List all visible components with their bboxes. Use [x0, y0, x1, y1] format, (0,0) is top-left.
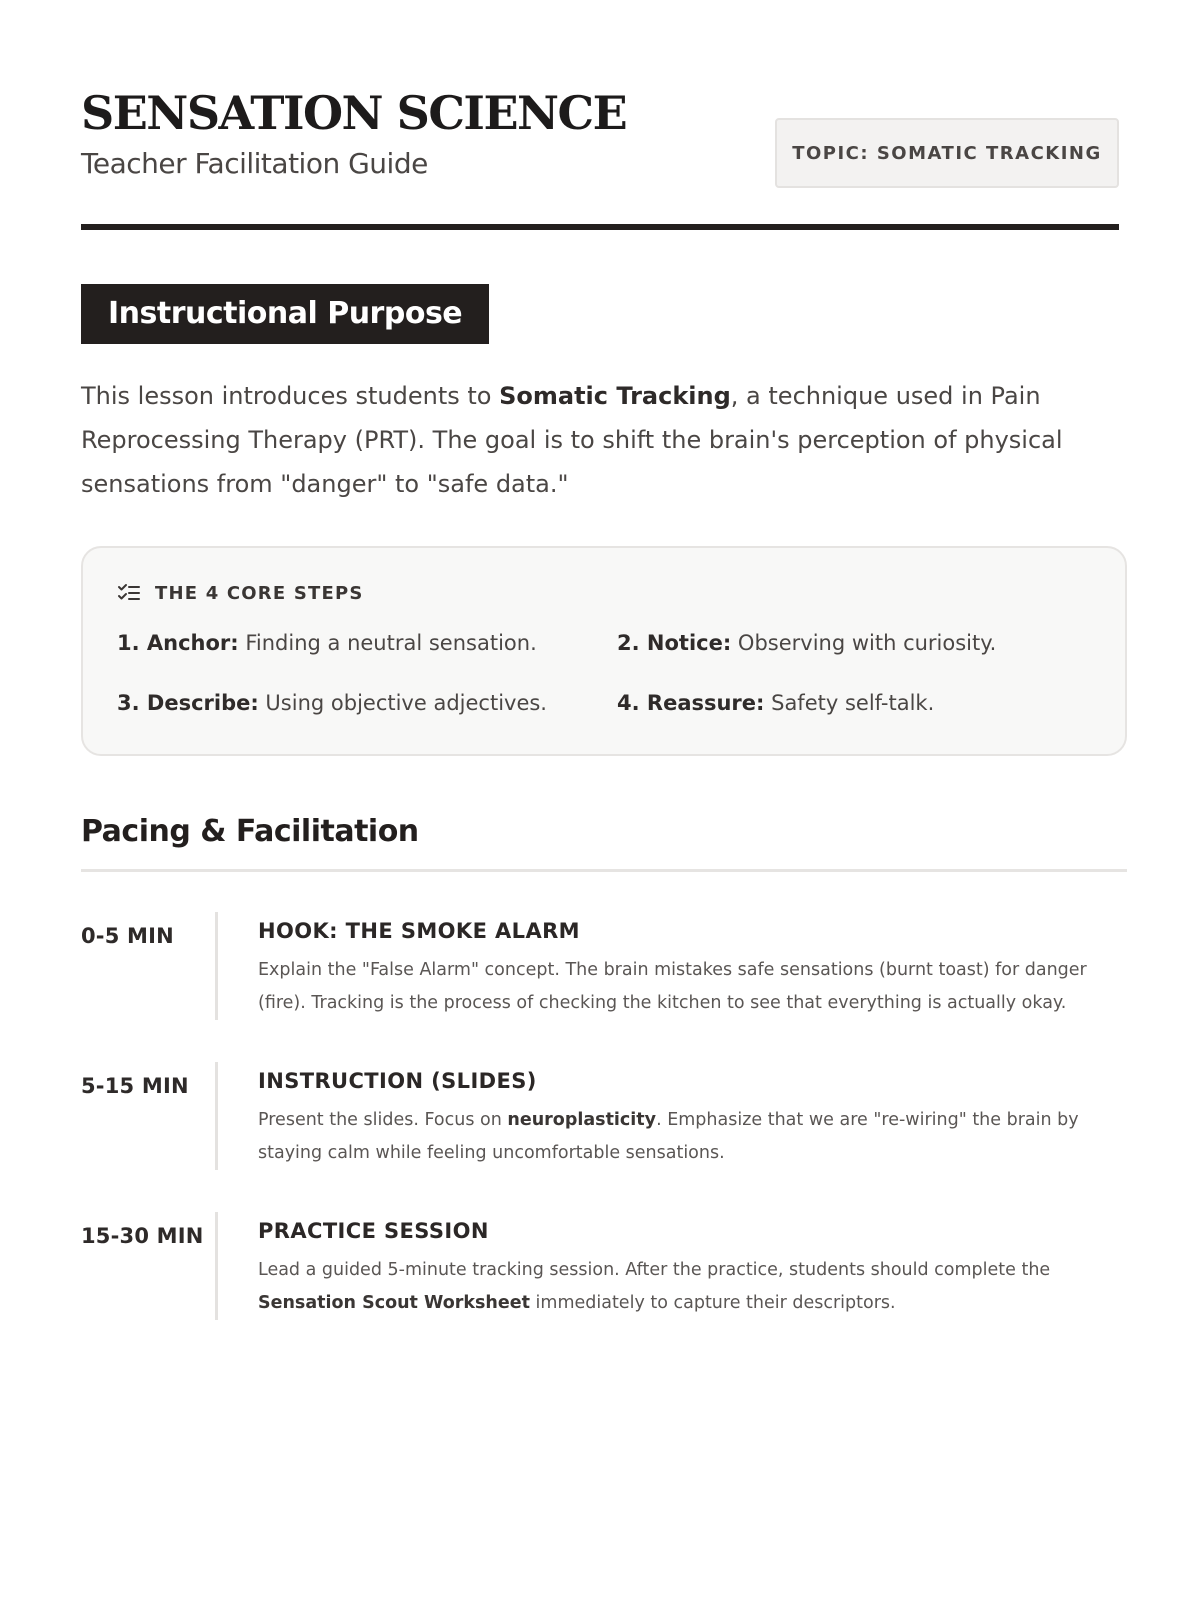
step-text: Using objective adjectives.	[258, 691, 547, 715]
row-text	[258, 1104, 1118, 1170]
step-item	[117, 628, 617, 658]
row-title: INSTRUCTION (SLIDES)	[258, 1069, 537, 1093]
core-steps-list	[117, 628, 1091, 718]
core-steps-box	[81, 546, 1127, 756]
row-text-bold: neuroplasticity	[507, 1110, 657, 1130]
pacing-timeline	[81, 912, 1127, 1320]
row-text-start: Explain the "False Alarm" concept. The brain mistakes safe sensations (burnt toast) for danger (fire). Tracking is the process of checking the kitchen to see that everything is actually okay.	[258, 960, 1087, 1013]
row-title: HOOK: THE SMOKE ALARM	[258, 919, 580, 943]
row-text-start: Lead a guided 5-minute tracking session. After the practice, students should complete the	[258, 1260, 1051, 1280]
step-label: 3. Describe:	[117, 691, 259, 715]
step-label: 1. Anchor:	[117, 631, 239, 655]
checklist-icon	[117, 583, 141, 603]
row-text-bold: Sensation Scout Worksheet	[258, 1293, 530, 1313]
row-text	[258, 1254, 1118, 1320]
core-steps-title: THE 4 CORE STEPS	[155, 582, 364, 604]
timeline-content	[258, 912, 1127, 1020]
step-text: Safety self-talk.	[764, 691, 935, 715]
row-text	[258, 954, 1118, 1020]
row-text-end: . Emphasize that we are "re-wiring" the brain by staying calm while feeling uncomfortable sensations.	[258, 1110, 1079, 1163]
row-title: PRACTICE SESSION	[258, 1219, 489, 1243]
purpose-text-bold: Somatic Tracking	[499, 382, 731, 410]
page-header	[81, 82, 1119, 230]
row-text-start: Present the slides. Focus on	[258, 1110, 508, 1130]
timeline-divider	[215, 912, 218, 1020]
timeline-row	[81, 1212, 1127, 1320]
title-block	[81, 82, 626, 184]
core-steps-heading	[117, 578, 1091, 608]
step-text: Finding a neutral sensation.	[238, 631, 537, 655]
purpose-text	[81, 374, 1081, 506]
pacing-heading: Pacing & Facilitation	[81, 814, 1127, 872]
page-title: SENSATION SCIENCE	[81, 86, 627, 140]
step-item	[617, 628, 1077, 658]
timeline-divider	[215, 1062, 218, 1170]
purpose-heading: Instructional Purpose	[81, 284, 489, 344]
timeline-content	[258, 1062, 1127, 1170]
timeline-row	[81, 912, 1127, 1020]
timeline-row	[81, 1062, 1127, 1170]
step-label: 2. Notice:	[617, 631, 732, 655]
topic-badge: TOPIC: SOMATIC TRACKING	[775, 118, 1119, 188]
purpose-text-start: This lesson introduces students to	[81, 382, 500, 410]
purpose-text-end: , a technique used in Pain Reprocessing Therapy (PRT). The goal is to shift the brain's perception of physical sensations from "danger" to "safe data."	[81, 382, 1063, 498]
timeline-divider	[215, 1212, 218, 1320]
step-item	[617, 688, 1077, 718]
step-label: 4. Reassure:	[617, 691, 765, 715]
row-text-end: immediately to capture their descriptors.	[529, 1293, 896, 1313]
step-text: Observing with curiosity.	[731, 631, 997, 655]
time-range: 0-5 MIN	[81, 924, 174, 948]
timeline-content	[258, 1212, 1127, 1320]
page-subtitle: Teacher Facilitation Guide	[81, 147, 428, 180]
time-range: 15-30 MIN	[81, 1224, 204, 1248]
time-range: 5-15 MIN	[81, 1074, 189, 1098]
step-item	[117, 688, 617, 718]
